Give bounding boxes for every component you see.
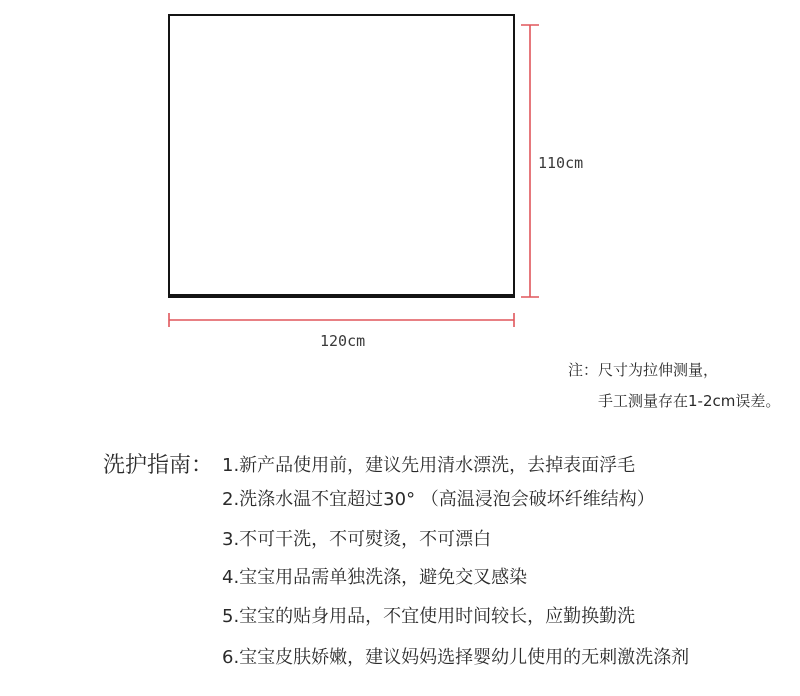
measurement-note-line-2: 手工测量存在1-2cm误差。: [598, 392, 781, 410]
care-item: 4.宝宝用品需单独洗涤，避免交叉感染: [222, 567, 528, 588]
width-dimension: [169, 313, 514, 327]
width-label: 120cm: [320, 332, 366, 350]
care-item: 2.洗涤水温不宜超过30° （高温浸泡会破坏纤维结构）: [222, 489, 655, 510]
care-item: 1.新产品使用前，建议先用清水漂洗，去掉表面浮毛: [222, 455, 636, 476]
care-guide-title: 洗护指南：: [103, 453, 214, 478]
product-outline: [168, 14, 515, 298]
care-item: 5.宝宝的贴身用品，不宜使用时间较长，应勤换勤洗: [222, 606, 636, 627]
care-item: 6.宝宝皮肤娇嫩，建议妈妈选择婴幼儿使用的无刺激洗涤剂: [222, 647, 690, 668]
measurement-note-line-1: 注：尺寸为拉伸测量，: [568, 361, 719, 379]
care-item: 3.不可干洗，不可熨烫，不可漂白: [222, 529, 492, 550]
height-label: 110cm: [538, 154, 584, 172]
height-dimension: [521, 25, 539, 297]
